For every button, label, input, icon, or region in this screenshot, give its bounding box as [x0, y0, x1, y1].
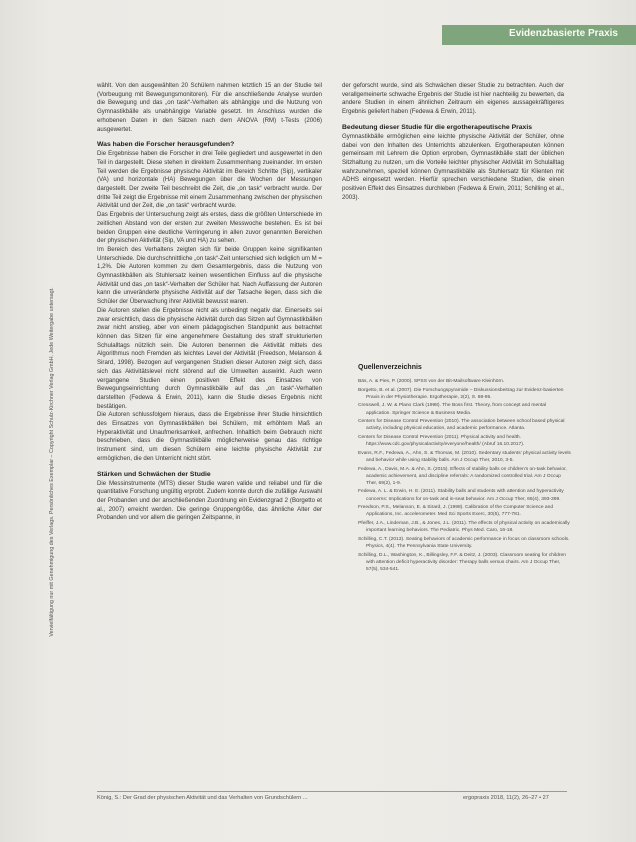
footer-divider	[97, 791, 567, 792]
paragraph: der geforscht wurde, sind als Schwächen dieser Studie zu betrachten. Auch der verallgemeinerte schwache Ergebnis der Studie ist hier nachteilig zu bewerten, da andere Studien in einem ähnlichen Zeitraum ein eigenes aussagekräftigeres Ergebnis geliefert haben (Fedewa & Erwin, 2011).	[342, 82, 564, 116]
footer-journal: ergopraxis 2018, 11(2), 26–27 • 27	[463, 795, 549, 801]
paragraph: Die Ergebnisse haben die Forscher in drei Teile gegliedert und ausgewertet in den Teil in dargestellt. Diese stehen in direktem Zusammenhang zueinander. Im ersten Teil werden die Ergebnisse physische Aktivität im Bereich Schritte (Sip), vertikaler (VA) und horizontale (HA) Bewegungen über die Wochen der Messungen dargestellt. Der zweite Teil beschreibt die Zeit, die „on task“ verbracht wurde. Der dritte Teil zeigt die Ergebnisse mit einem Zusammenhang zwischen der physischen Aktivität und der Zeit, die „on task“ verbracht wurde.	[97, 150, 322, 210]
footer-citation: König, S.: Der Grad der physischen Aktivität und das Verhalten von Grundschülern ...	[97, 795, 308, 801]
reference-entry: Freedson, P.S., Melanson, E. & Sirard, J. (1998). Calibration of the Computer Science and Applications, Inc. accelerometer. Med Sci Sports Exerc, 30(5), 777-781.	[358, 505, 554, 518]
reference-entry: Pfeiffer, J.A., Lindeman, J.B., & Jones, J.L. (2011). The effects of physical activity on academically important learning behaviors. The Pediatric. Phys Med. Caro, 16-18.	[358, 521, 570, 534]
copyright-side-note: Vervielfältigung nur mit Genehmigung des Verlags. Persönliches Exemplar – Copyright Schulz-Kirchner Verlag GmbH. Jede Weitergabe untersagt.	[49, 287, 55, 637]
paragraph: Das Ergebnis der Untersuchung zeigt als erstes, dass die größten Unterschiede im zeitlichen Abstand von der ersten zur zweiten Messwoche bestehen. Es ist bei beiden Gruppen eine deutliche Verringerung in allen zuvor genannten Bereichen der physischen Aktivität (Sip, VA und HA) zu sehen.	[97, 211, 322, 245]
reference-entry: Borgetto, B. et al. (2007). Die Forschungspyramide – Diskussionsbeitrag zur Evidenz-basierten Praxis in der Physiotherapie. Ergotherapie, 2(2), S. 88-95.	[358, 387, 564, 400]
reference-entry: Bäs, A. & Pies, P. (2000). SPSS von der Bit-Mailsoftware Kleinhörn.	[358, 379, 505, 384]
section-heading: Stärken und Schwächen der Studie	[97, 470, 211, 478]
section-heading: Was haben die Forscher herausgefunden?	[97, 141, 235, 149]
reference-entry: Fedewa, A. L. & Erwin, H. E. (2011). Stability balls and students with attention and hyperactivity concerns: Implications for on-task and in-seat behavior. Am J Occup Ther, 65(4), 393-399.	[358, 489, 564, 502]
right-column	[342, 82, 564, 202]
section-header-band	[442, 25, 636, 45]
references-list	[358, 378, 572, 574]
reference-entry: Centers for Disease Control Prevention (2010). The association between school based physical activity, including physical education, and academic performance. Atlanta.	[358, 419, 565, 432]
paragraph: Die Autoren schlussfolgern hieraus, dass die Ergebnisse ihrer Studie hinsichtlich des Einsatzes von Gymnastikbällen bei Schülern, mit erhöhtem Maß an Hyperaktivität und Unaufmerksamkeit, anfrechen. Inhaltlich beim Gebrauch nicht beschrieben, dass die Gymnastikbälle möglicherweise genau das richtige Instrument sind, um diesen Schülern eine leichte physische Aktivität zur ermöglichen, die den Unterricht nicht stört.	[97, 411, 322, 462]
reference-entry: Centers for Disease Control Prevention (2011). Physical activity and health. https://www.cdc.gov/physicalactivity/everyone/health/ (Abruf 16.10.2017).	[358, 435, 525, 448]
paragraph: Gymnastikbälle ermöglichen eine leichte physische Aktivität der Schüler, ohne dabei von den Inhalten des Unterrichts abzulenken. Ergotherapeuten können gemeinsam mit Lehrern die Option erproben, Gymnastikbälle statt der üblichen Sitzhaltung zu nutzen, um die Vorteile leichter physischer Aktivität im Schulalltag wahrzunehmen, speziell können Gymnastikbälle als Stuhlersatz für Klienten mit ADHS eingesetzt werden. Hierfür sprechen verschiedene Studien, die einen positiven Effekt des Einsatzes durchleben (Fedewa & Erwin, 2011; Schilling et al., 2003).	[342, 132, 564, 201]
left-column	[97, 82, 322, 523]
paragraph: Die Messinstrumente (MTS) dieser Studie waren valide und reliabel und für die quantitative Forschung ungültig erprobt. Zudem konnte durch die zufällige Auswahl der Probanden und der anschließenden Zuordnung ein Evidenzgrad 2 (Borgetto et al., 2007) erreicht werden. Die geringe Gruppengröße, das ähnliche Alter der Probanden und vor allem die geringen Zeitspanne, in	[97, 479, 322, 522]
reference-entry: Cresswell, J. W. & Plano Clark (1998). The Boss first. Theory, from concept and mental application. Springer Science & Business Media.	[358, 403, 547, 416]
paragraph: Die Autoren stellen die Ergebnisse nicht als unbedingt negativ dar. Einerseits sei zwar ersichtlich, dass die physische Aktivität durch das Sitzen auf Gymnastikbällen zwar nicht anstieg, aber von einem pädagogischen Standpunkt aus betrachtet können das Sitzen für eine angenehmere Gestaltung des straff strukturierten Schulalltags nützlich sein. Die Autoren benennen die Aktivität mittels des Algorithmus noch Fremden als leichtes Level der Aktivität (Freedson, Melanson & Sirard, 1998). Bezogen auf vergangenen Studien dieser Autoren zeigt sich, dass sich das Aktivitätslevel nicht störend auf die Umwelten auswirkt. Auch wenn vergangene Studien einen positiven Effekt des Einsatzes von Bewegungseinrichtung durch Gymnastikbälle auf das „on task“-Verhalten darstellten (Fedewa & Erwin, 2011), kann die Studie dieses Ergebnis nicht bestätigen.	[97, 306, 322, 410]
reference-entry: Schilling, C.T. (2013). Seating behaviors of academic performance in focus on classroom schools. Physics, 4(4). The Pennsylvania State University.	[358, 536, 570, 549]
paragraph: wählt. Von den ausgewählten 20 Schülern nahmen letztlich 15 an der Studie teil (Vorbeugung mit Bewegungsmonitoren). Für die anschließende Analyse wurden die Bewegung und das „on task“-Verhalten als abhängige und die Nutzung von Gymnastikbälle als unabhängige Variable gesetzt. Im Anschluss wurden die erhobenen Daten in den Sätzen nach dem ANOVA (RM) t-Tests (2006) ausgewertet.	[97, 82, 322, 133]
section-header-label: Evidenzbasierte Praxis	[509, 28, 618, 39]
section-heading: Bedeutung dieser Studie für die ergotherapeutische Praxis	[342, 123, 532, 131]
reference-entry: Fedewa, A., Davis, M.A. & Ahn, S. (2015). Effects of stability balls on children's on-task behavior, academic achievement, and discipline referrals: A randomized controlled trial. Am J Occup Ther, 69(2), 1-9.	[358, 466, 567, 486]
references-heading: Quellenverzeichnis	[358, 364, 422, 371]
paragraph: Im Bereich des Verhaltens zeigten sich für beide Gruppen keine signifikanten Unterschiede. Die durchschnittliche „on task“-Zeit unterschied sich lediglich um M = 1,2%. Die Autoren kommen zu dem Gesamtergebnis, dass die Nutzung von Gymnastikbällen als Stuhlersatz keinen wesentlichen Einfluss auf die physische Aktivität und das „on task“-Verhalten der Schüler hat. Nach Auffassung der Autoren kann die unveränderte physische Aktivität auf der Tatsache liegen, dass sich die Schüler der Überwachung ihrer Aktivität bewusst waren.	[97, 245, 322, 306]
reference-entry: Schilling, D.L., Washington, K., Billingsley, F.F. & Deitz, J. (2003). Classroom seating for children with attention deficit hyperactivity disorder: Therapy balls versus chairs. Am J Occup Ther, 57(5), 534-541.	[358, 552, 566, 572]
reference-entry: Evans, R.F., Fedewa, A., Ahn, S. & Thomas, M. (2010). Sedentary students' physical activity levels and behavior while using stability balls. Am J Occup Ther, 2010, 3-5.	[358, 450, 571, 463]
